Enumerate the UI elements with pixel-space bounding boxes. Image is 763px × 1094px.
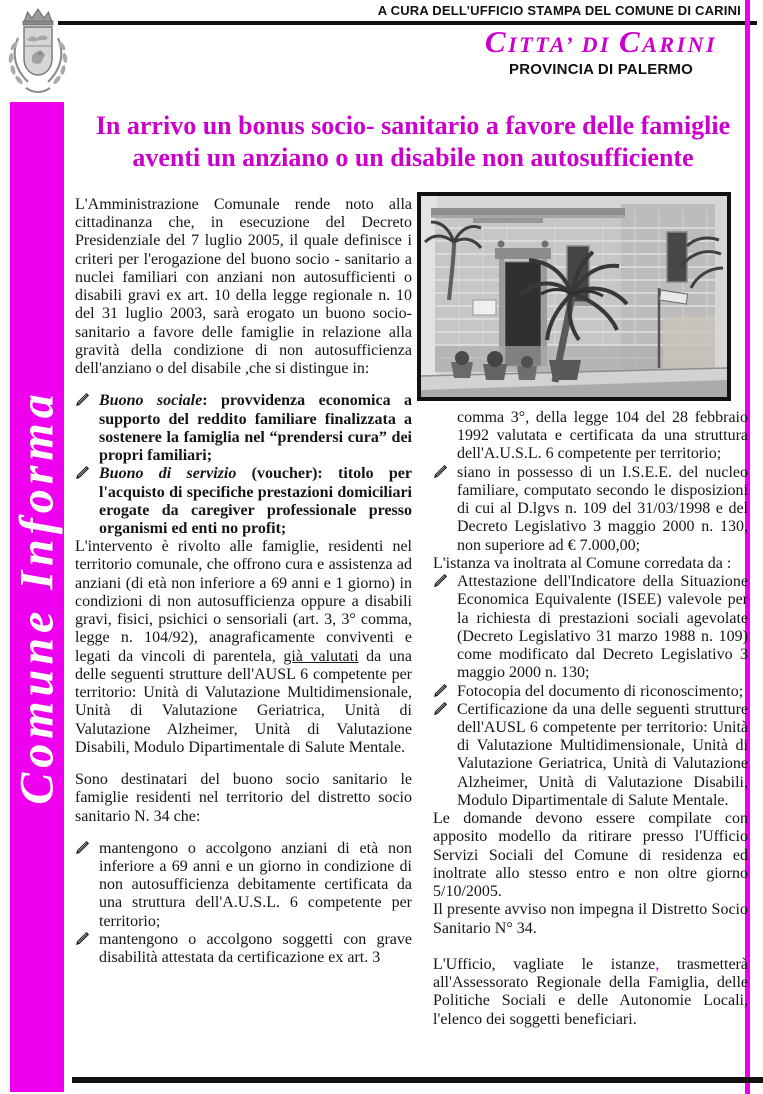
list-item-certificazione: [433, 701, 748, 810]
header-rule: [58, 21, 757, 25]
bullet-text: mantengono o accolgono anziani di età non inferiore a 69 anni e un giorno in condizione di non autosufficienza debitamente certificata da una struttura dell'A.U.S.L. 6 competente per territorio;: [99, 839, 412, 930]
city-title-part: DI: [581, 32, 620, 57]
city-title-part: C: [484, 24, 509, 59]
pen-bullet-icon: [433, 683, 457, 701]
headline-line-2: aventi un anziano o un disabile non autosufficiente: [132, 142, 694, 172]
municipal-building-photo: [417, 192, 731, 401]
sidebar-banner: [10, 102, 64, 1092]
paragraph-text: trasmetterà all'Assessorato Regionale della Famiglia, delle Politiche Sociali e delle Autonomie Locali, l'elenco dei soggetti beneficiari.: [433, 955, 748, 1028]
intro-paragraph: L'Amministrazione Comunale rende noto alla cittadinanza che, in esecuzione del Decreto Presidenziale del 7 luglio 2005, il quale definisce i criteri per l'erogazione del buono socio - sanitario a nuclei familiari con anziani non autosufficienti o disabili gravi ex art. 10 della legge regionale n. 10 del 31 luglio 2003, sarà erogato un buono socio- sanitario a favore delle famiglie in relazione alla gravità della condizione di non autosufficienza dell'anziano o del disabile ,che si distingue in:: [75, 196, 412, 378]
bullet-text: Certificazione da una delle seguenti strutture dell'AUSL 6 competente per territorio: Unità di Valutazione Multidimensionale, Unità di Valutazione Geriatrica, Unità di Valutazione Alzheimer, Unità di Valutazione Disabili, Modulo Dipartimentale di Salute Mentale.: [457, 700, 748, 809]
recipients-paragraph: Sono destinatari del buono socio sanitario le famiglie residenti nel territorio del distretto socio sanitario N. 34 che:: [75, 771, 412, 825]
list-item-anziani: [75, 840, 412, 931]
article-left-column: [75, 196, 412, 967]
bullet-text: (voucher): titolo per l'acquisto di specifiche prestazioni domiciliari erogate da caregiver professionale presso organismi ed enti no profit;: [99, 465, 413, 537]
sidebar-banner-label: Comune Informa: [10, 389, 64, 805]
domande-paragraph: Le domande devono essere compilate con apposito modello da ritirare presso l'Ufficio Servizi Sociali del Comune di residenza ed inoltrate allo stesso entro e non oltre giorno 5/10/2005.: [433, 810, 748, 901]
magenta-comma: ,: [655, 955, 660, 973]
coat-of-arms-icon: [6, 6, 70, 100]
paragraph-text: da una delle seguenti strutture dell'AUSL 6 competente per territorio: Unità di Valutazione Multidimensionale, Unità di Valutazione Geriatrica, Unità di Valutazione Alzheimer, Unità di Valutazione Disabili, Modulo Dipartimentale di Salute Mentale.: [75, 647, 412, 756]
province-subtitle: PROVINCIA DI PALERMO: [508, 61, 693, 78]
bullet-lead: Buono di servizio: [99, 465, 237, 483]
bullet-text: Attestazione dell'Indicatore della Situazione Economica Equivalente (ISEE) valevole per la richiesta di prestazioni sociali agevolate (Decreto Legislativo 31 marzo 1988 n. 109) come modificato dal Decreto Legislativo 3 maggio 2000 n. 130;: [457, 573, 748, 682]
paragraph-text: L'Ufficio, vagliate le istanze: [433, 955, 656, 973]
underlined-text: già valutati: [283, 647, 359, 665]
article-headline: [75, 110, 751, 173]
bullet-text: siano in possesso di un I.S.E.E. del nucleo familiare, computato secondo le disposizioni di cui al D.lgvs n. 109 del 31/03/1998 e del Decreto Legislativo 3 maggio 2000 n. 130, non superiore ad € 7.000,00;: [457, 463, 748, 554]
bullet-text: : provvidenza economica a supporto del reddito familiare finalizzata a sostenere la famiglia nel “prendersi cura” dei propri familiari;: [99, 392, 412, 465]
city-title: [450, 26, 752, 57]
city-title-part: ARINI: [642, 32, 718, 57]
headline-line-1: In arrivo un bonus socio- sanitario a favore delle famiglie: [95, 111, 731, 140]
city-header: [450, 26, 752, 78]
avviso-paragraph: Il presente avviso non impegna il Distretto Socio Sanitario N° 34.: [433, 901, 748, 937]
press-office-notice: A CURA DELL’UFFICIO STAMPA DEL COMUNE DI CARINI: [377, 3, 741, 18]
pen-bullet-icon: [75, 465, 99, 483]
pen-bullet-icon: [75, 840, 99, 858]
pen-bullet-icon: [433, 701, 457, 719]
list-item-attestazione: [433, 573, 748, 682]
istanza-paragraph: L'istanza va inoltrata al Comune corredata da :: [433, 554, 732, 572]
footer-rule: [72, 1077, 763, 1083]
pen-bullet-icon: [75, 392, 99, 410]
bullet-text: Fotocopia del documento di riconoscimento;: [457, 682, 744, 700]
eligibility-paragraph: [75, 538, 412, 757]
pen-bullet-icon: [75, 931, 99, 949]
pen-bullet-icon: [433, 464, 457, 482]
article-right-column: [433, 409, 748, 1029]
bullet-lead: Buono sociale: [99, 392, 203, 410]
ufficio-paragraph: [433, 956, 748, 1029]
bullet-text: mantengono o accolgono soggetti con grave disabilità attestata da certificazione ex art. 3: [99, 930, 412, 967]
paragraph-text: L'intervento è rivolto alle famiglie, residenti nel territorio comunale, che offrono cura e assistenza ad anziani (di età non inferiore a 69 anni e 1 giorno) in condizioni di non autosufficienza oppure a disabili gravi, fisici, psichici o sensoriali (art. 3, 3° comma, legge n. 104/92), anagraficamente conviventi e legati da vincoli di parentela,: [75, 538, 412, 665]
list-item-continuation: comma 3°, della legge 104 del 28 febbraio 1992 valutata e certificata da una struttura dell'A.U.S.L. 6 competente per territorio;: [457, 409, 748, 463]
pen-bullet-icon: [433, 573, 457, 591]
list-item-disabilita: [75, 931, 412, 967]
list-item-isee: [433, 464, 748, 555]
list-item-buono-sociale: [75, 392, 412, 465]
city-title-part: ITTA’: [508, 32, 582, 57]
list-item-buono-di-servizio: [75, 465, 412, 538]
list-item-fotocopia: [433, 683, 748, 701]
city-title-part: C: [619, 24, 643, 59]
